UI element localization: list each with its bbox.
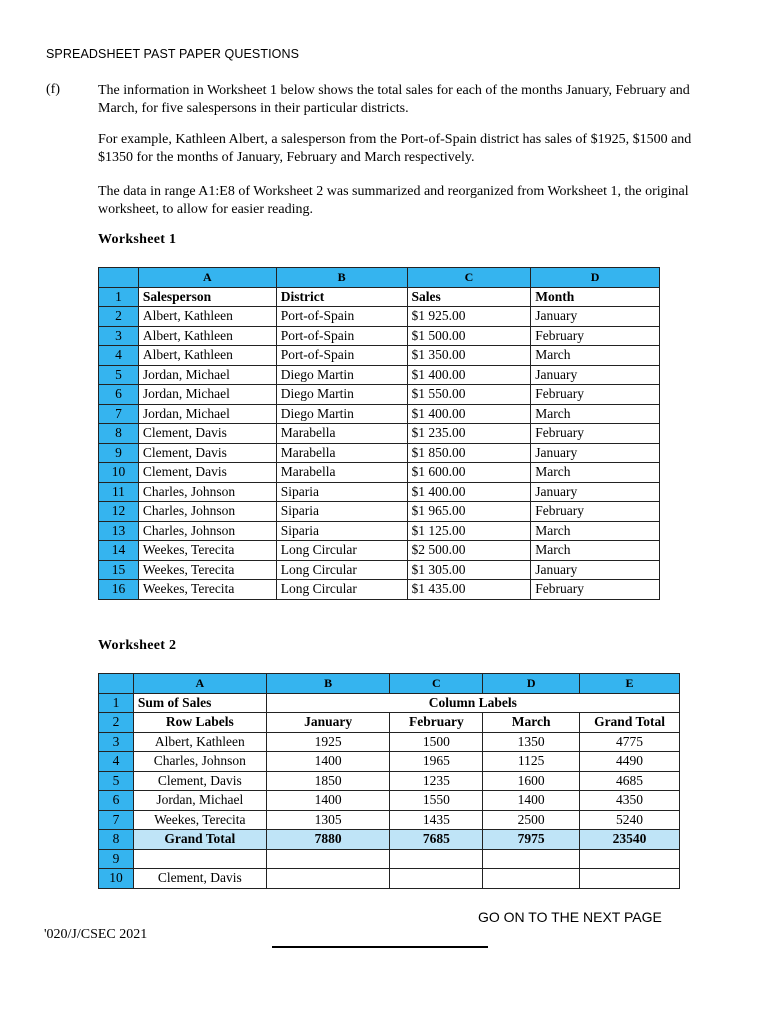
empty-cell (390, 849, 483, 869)
table-cell: $2 500.00 (407, 541, 531, 561)
column-header: A (138, 268, 276, 288)
row-number: 3 (99, 326, 139, 346)
table-cell: 1850 (266, 771, 390, 791)
grand-total-row (99, 830, 680, 850)
table-cell: 1305 (266, 810, 390, 830)
table-cell: Jordan, Michael (133, 791, 266, 811)
table-cell: February (531, 326, 660, 346)
table-cell: Clement, Davis (138, 424, 276, 444)
row-number: 7 (99, 404, 139, 424)
table-cell: Weekes, Terecita (133, 810, 266, 830)
table-cell: $1 925.00 (407, 307, 531, 327)
table-cell: $1 400.00 (407, 365, 531, 385)
table-row (99, 810, 680, 830)
table-cell: January (531, 307, 660, 327)
table-cell: Charles, Johnson (133, 752, 266, 772)
column-labels-cell: Column Labels (266, 693, 679, 713)
table-cell: March (531, 463, 660, 483)
table-cell: Sales (407, 287, 531, 307)
table-cell: 1435 (390, 810, 483, 830)
empty-cell (580, 849, 680, 869)
table-cell: 4685 (580, 771, 680, 791)
row-number: 4 (99, 752, 134, 772)
table-cell: 1550 (390, 791, 483, 811)
table-cell: 1350 (483, 732, 580, 752)
example-paragraph: For example, Kathleen Albert, a salesperson from the Port-of-Spain district has sales of $1925, $1500 and $1350 for the months of January, February and March respectively. (98, 132, 692, 165)
worksheet2-title: Worksheet 2 (98, 638, 177, 653)
row-number: 16 (99, 580, 139, 600)
row-number: 2 (99, 713, 134, 733)
row-number: 13 (99, 521, 139, 541)
table-row (99, 404, 660, 424)
table-cell: Jordan, Michael (138, 385, 276, 405)
exam-code: '020/J/CSEC 2021 (44, 927, 148, 942)
table-cell: 1400 (266, 752, 390, 772)
table-cell: 4490 (580, 752, 680, 772)
table-cell: Diego Martin (276, 385, 407, 405)
table-cell: Clement, Davis (133, 869, 266, 889)
table-row (99, 869, 680, 889)
table-cell: March (531, 404, 660, 424)
table-row (99, 771, 680, 791)
table-cell: January (531, 560, 660, 580)
table-row (99, 482, 660, 502)
table-cell: Long Circular (276, 541, 407, 561)
table-cell: Clement, Davis (138, 463, 276, 483)
table-cell: $1 400.00 (407, 482, 531, 502)
table-cell: 1235 (390, 771, 483, 791)
column-header: E (580, 674, 680, 694)
table-cell: Siparia (276, 482, 407, 502)
table-cell: Jordan, Michael (138, 365, 276, 385)
total-cell: Grand Total (133, 830, 266, 850)
table-row (99, 365, 660, 385)
row-number: 10 (99, 463, 139, 483)
row-number: 10 (99, 869, 134, 889)
table-row (99, 385, 660, 405)
row-number: 1 (99, 693, 134, 713)
column-header: B (276, 268, 407, 288)
table-cell: $1 550.00 (407, 385, 531, 405)
bottom-rule (272, 946, 488, 948)
field-header-row (99, 287, 660, 307)
row-number: 6 (99, 791, 134, 811)
corner-cell (99, 268, 139, 288)
table-cell: $1 305.00 (407, 560, 531, 580)
empty-cell (580, 869, 680, 889)
table-cell: $1 500.00 (407, 326, 531, 346)
column-header: D (531, 268, 660, 288)
column-header: D (483, 674, 580, 694)
row-number: 5 (99, 365, 139, 385)
table-cell: February (531, 424, 660, 444)
table-cell: Clement, Davis (133, 771, 266, 791)
table-cell: $1 125.00 (407, 521, 531, 541)
row-labels-cell: Row Labels (133, 713, 266, 733)
total-cell: 7975 (483, 830, 580, 850)
table-cell: Weekes, Terecita (138, 541, 276, 561)
row-number: 8 (99, 424, 139, 444)
table-row (99, 443, 660, 463)
table-cell: February (531, 502, 660, 522)
table-row (99, 463, 660, 483)
column-header-row (99, 268, 660, 288)
question-label: (f) (46, 82, 60, 97)
row-number: 3 (99, 732, 134, 752)
table-row (99, 713, 680, 733)
table-cell: $1 235.00 (407, 424, 531, 444)
table-cell: Marabella (276, 424, 407, 444)
table-row (99, 541, 660, 561)
table-row (99, 326, 660, 346)
table-row (99, 424, 660, 444)
table-cell: $1 435.00 (407, 580, 531, 600)
table-cell: January (531, 443, 660, 463)
intro-paragraph: The information in Worksheet 1 below shows the total sales for each of the months January, February and March, for five salespersons in their particular districts. (98, 83, 690, 116)
table-cell: 1600 (483, 771, 580, 791)
table-cell: January (531, 482, 660, 502)
row-number: 5 (99, 771, 134, 791)
table-cell: February (531, 385, 660, 405)
row-number: 6 (99, 385, 139, 405)
table-cell: Diego Martin (276, 404, 407, 424)
table-cell: Port-of-Spain (276, 326, 407, 346)
table-cell: Month (531, 287, 660, 307)
total-cell: 7685 (390, 830, 483, 850)
table-cell: Long Circular (276, 560, 407, 580)
table-row (99, 502, 660, 522)
table-cell: 1965 (390, 752, 483, 772)
row-number: 1 (99, 287, 139, 307)
table-cell: Diego Martin (276, 365, 407, 385)
table-row (99, 849, 680, 869)
sum-of-sales-cell: Sum of Sales (133, 693, 266, 713)
header-cell: Grand Total (580, 713, 680, 733)
table-cell: February (531, 580, 660, 600)
table-cell: District (276, 287, 407, 307)
table-row (99, 693, 680, 713)
table-cell: 1400 (266, 791, 390, 811)
row-number: 4 (99, 346, 139, 366)
empty-cell (483, 869, 580, 889)
header-cell: March (483, 713, 580, 733)
table-cell: Clement, Davis (138, 443, 276, 463)
summary-paragraph: The data in range A1:E8 of Worksheet 2 was summarized and reorganized from Worksheet 1, the original worksheet, to allow for easier reading. (98, 184, 689, 217)
column-header: C (390, 674, 483, 694)
table-row (99, 346, 660, 366)
table-row (99, 521, 660, 541)
corner-cell (99, 674, 134, 694)
table-cell: $1 965.00 (407, 502, 531, 522)
table-cell: Albert, Kathleen (138, 346, 276, 366)
table-cell: 2500 (483, 810, 580, 830)
row-number: 15 (99, 560, 139, 580)
table-row (99, 732, 680, 752)
table-cell: Albert, Kathleen (138, 326, 276, 346)
go-on-next-page: GO ON TO THE NEXT PAGE (478, 909, 662, 925)
empty-cell (390, 869, 483, 889)
column-header: A (133, 674, 266, 694)
table-cell: Charles, Johnson (138, 502, 276, 522)
table-row (99, 791, 680, 811)
table-cell: Weekes, Terecita (138, 560, 276, 580)
table-cell: Jordan, Michael (138, 404, 276, 424)
table-cell: Siparia (276, 502, 407, 522)
table-cell: 4775 (580, 732, 680, 752)
table-row (99, 752, 680, 772)
table-cell: $1 850.00 (407, 443, 531, 463)
row-number: 8 (99, 830, 134, 850)
column-header: B (266, 674, 390, 694)
header-cell: February (390, 713, 483, 733)
table-cell: 1400 (483, 791, 580, 811)
table-cell (133, 849, 266, 869)
row-number: 12 (99, 502, 139, 522)
empty-cell (266, 849, 390, 869)
table-cell: 4350 (580, 791, 680, 811)
row-number: 2 (99, 307, 139, 327)
table-row (99, 560, 660, 580)
table-cell: March (531, 541, 660, 561)
column-header: C (407, 268, 531, 288)
table-cell: Port-of-Spain (276, 346, 407, 366)
table-cell: Siparia (276, 521, 407, 541)
worksheet1-table (98, 267, 660, 600)
row-number: 14 (99, 541, 139, 561)
empty-cell (483, 849, 580, 869)
header-cell: January (266, 713, 390, 733)
total-cell: 7880 (266, 830, 390, 850)
table-cell: Marabella (276, 463, 407, 483)
table-cell: 1925 (266, 732, 390, 752)
total-cell: 23540 (580, 830, 680, 850)
table-cell: March (531, 346, 660, 366)
row-number: 9 (99, 849, 134, 869)
table-row (99, 580, 660, 600)
row-number: 9 (99, 443, 139, 463)
table-cell: Albert, Kathleen (133, 732, 266, 752)
table-cell: March (531, 521, 660, 541)
table-cell: Charles, Johnson (138, 482, 276, 502)
table-cell: Charles, Johnson (138, 521, 276, 541)
table-cell: $1 350.00 (407, 346, 531, 366)
table-cell: Salesperson (138, 287, 276, 307)
table-cell: $1 400.00 (407, 404, 531, 424)
table-cell: 1500 (390, 732, 483, 752)
table-cell: Port-of-Spain (276, 307, 407, 327)
table-cell: Long Circular (276, 580, 407, 600)
page-header: SPREADSHEET PAST PAPER QUESTIONS (46, 47, 300, 61)
table-row (99, 307, 660, 327)
row-number: 7 (99, 810, 134, 830)
table-cell: Marabella (276, 443, 407, 463)
table-cell: January (531, 365, 660, 385)
table-cell: $1 600.00 (407, 463, 531, 483)
column-header-row (99, 674, 680, 694)
table-cell: Weekes, Terecita (138, 580, 276, 600)
empty-cell (266, 869, 390, 889)
worksheet2-table (98, 673, 680, 889)
row-number: 11 (99, 482, 139, 502)
table-cell: Albert, Kathleen (138, 307, 276, 327)
table-cell: 1125 (483, 752, 580, 772)
table-cell: 5240 (580, 810, 680, 830)
worksheet1-title: Worksheet 1 (98, 232, 177, 247)
